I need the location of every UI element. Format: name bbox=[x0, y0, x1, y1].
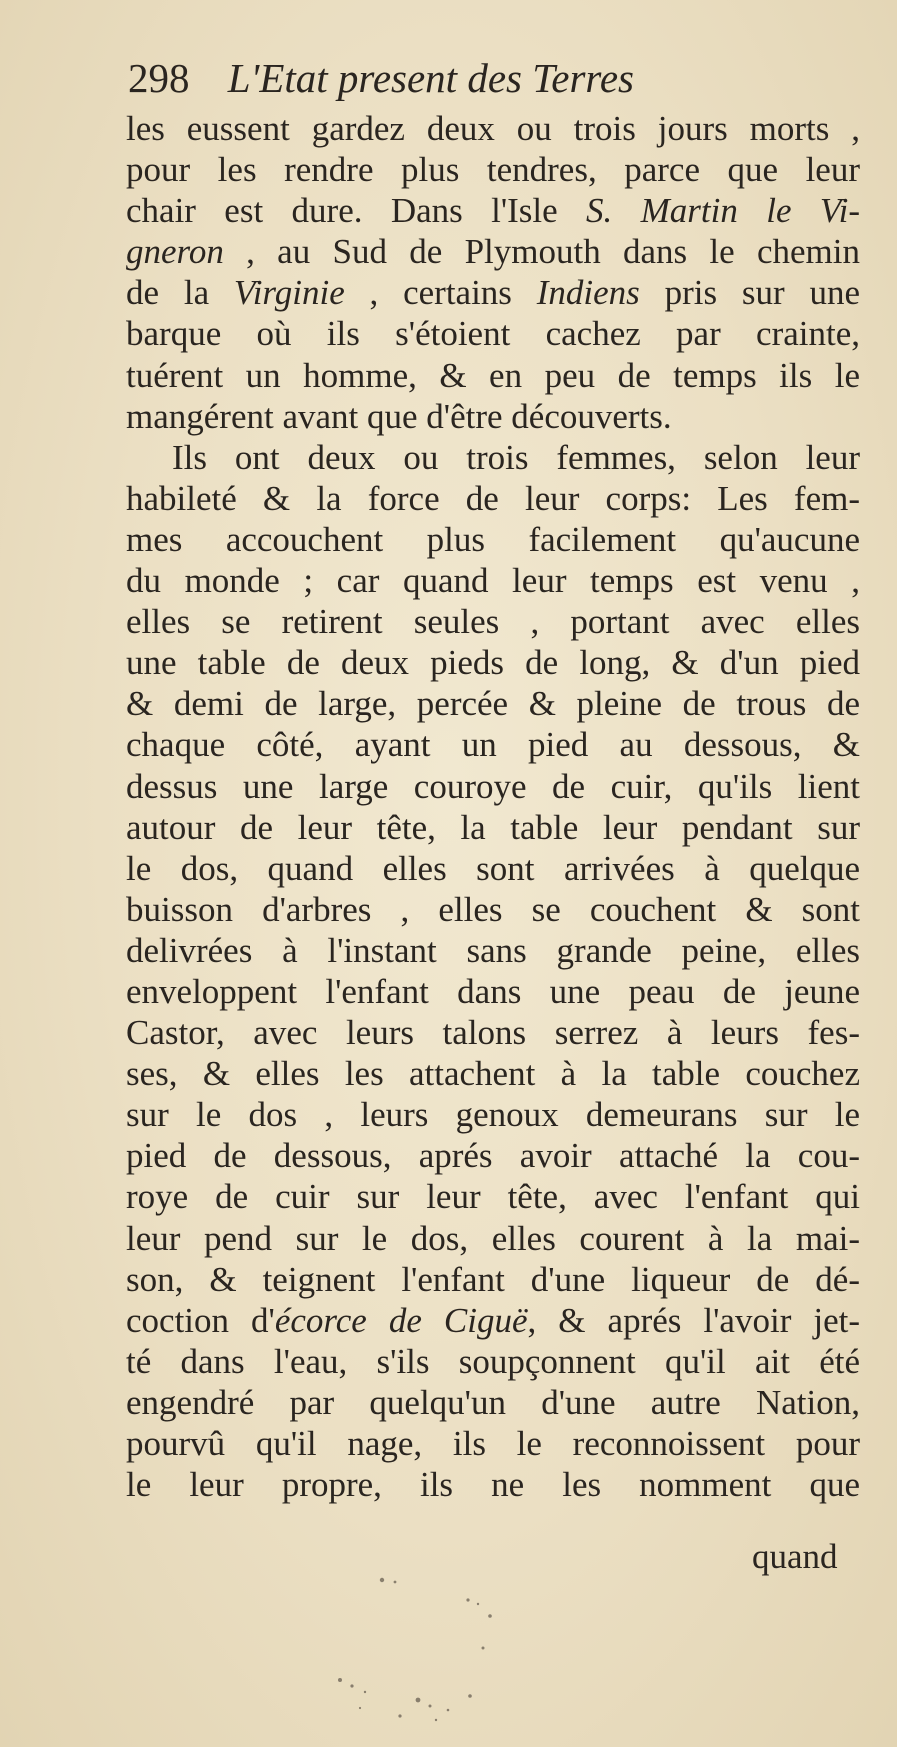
text-line: son, & teignent l'enfant d'une liqueur de dé- bbox=[126, 1259, 860, 1299]
text-line: & demi de large, percée & pleine de trous de bbox=[126, 684, 860, 724]
text-line: pourvû qu'il nage, ils le reconnoissent pour bbox=[126, 1424, 860, 1463]
text-line: barque où ils s'étoient cachez par crainte, bbox=[126, 314, 860, 354]
text-line: té dans l'eau, s'ils soupçonnent qu'il ait été bbox=[126, 1341, 860, 1381]
text-line: pour les rendre plus tendres, parce que leur bbox=[126, 150, 860, 190]
text-line: dessus une large couroye de cuir, qu'ils lient bbox=[126, 766, 860, 806]
text-line: une table de deux pieds de long, & d'un pied bbox=[126, 643, 860, 683]
text-line: le leur propre, ils ne les nomment que bbox=[126, 1465, 860, 1505]
page-header bbox=[128, 48, 868, 108]
text-line: leur pend sur le dos, elles courent à la mai- bbox=[126, 1218, 860, 1258]
text-line: delivrées à l'instant sans grande peine, elles bbox=[126, 930, 860, 970]
text-line: pied de dessous, aprés avoir attaché la cou- bbox=[126, 1136, 860, 1176]
text-line: autour de leur tête, la table leur pendant sur bbox=[126, 807, 860, 847]
text-line: le dos, quand elles sont arrivées à quelque bbox=[126, 848, 860, 888]
text-line: Castor, avec leurs talons serrez à leurs fes- bbox=[126, 1013, 860, 1053]
text-line: chaque côté, ayant un pied au dessous, & bbox=[126, 725, 860, 765]
text-line: roye de cuir sur leur tête, avec l'enfant qui bbox=[126, 1177, 860, 1217]
body-text bbox=[126, 108, 860, 1505]
text-line: buisson d'arbres , elles se couchent & sont bbox=[126, 889, 860, 929]
text-line: coction d'écorce de Ciguë, & aprés l'avoir jet- bbox=[126, 1300, 860, 1340]
text-line: enveloppent l'enfant dans une peau de jeune bbox=[126, 971, 860, 1011]
catchword: quand bbox=[752, 1537, 838, 1576]
text-line: sur le dos , leurs genoux demeurans sur le bbox=[126, 1095, 860, 1135]
text-line: de la Virginie , certains Indiens pris sur une bbox=[126, 273, 860, 313]
text-line: mangérent avant que d'être découverts. bbox=[126, 396, 672, 436]
text-line: du monde ; car quand leur temps est venu , bbox=[126, 561, 860, 601]
running-title: L'Etat present des Terres bbox=[227, 55, 635, 101]
text-line: tuérent un homme, & en peu de temps ils le bbox=[126, 355, 860, 395]
text-line: chair est dure. Dans l'Isle S. Martin le Vi- bbox=[126, 191, 860, 231]
text-line: ses, & elles les attachent à la table couchez bbox=[126, 1054, 860, 1094]
text-line: Ils ont deux ou trois femmes, selon leur bbox=[172, 437, 860, 477]
page-number: 298 bbox=[128, 55, 190, 101]
text-line: engendré par quelqu'un d'une autre Nation, bbox=[126, 1382, 860, 1422]
text-line: gneron , au Sud de Plymouth dans le chemin bbox=[126, 232, 860, 272]
text-line: les eussent gardez deux ou trois jours morts , bbox=[126, 109, 860, 148]
paper-specks bbox=[300, 1560, 560, 1730]
text-line: elles se retirent seules , portant avec elles bbox=[126, 602, 860, 642]
text-line: habileté & la force de leur corps: Les fem- bbox=[126, 478, 860, 518]
text-line: mes accouchent plus facilement qu'aucune bbox=[126, 519, 860, 559]
